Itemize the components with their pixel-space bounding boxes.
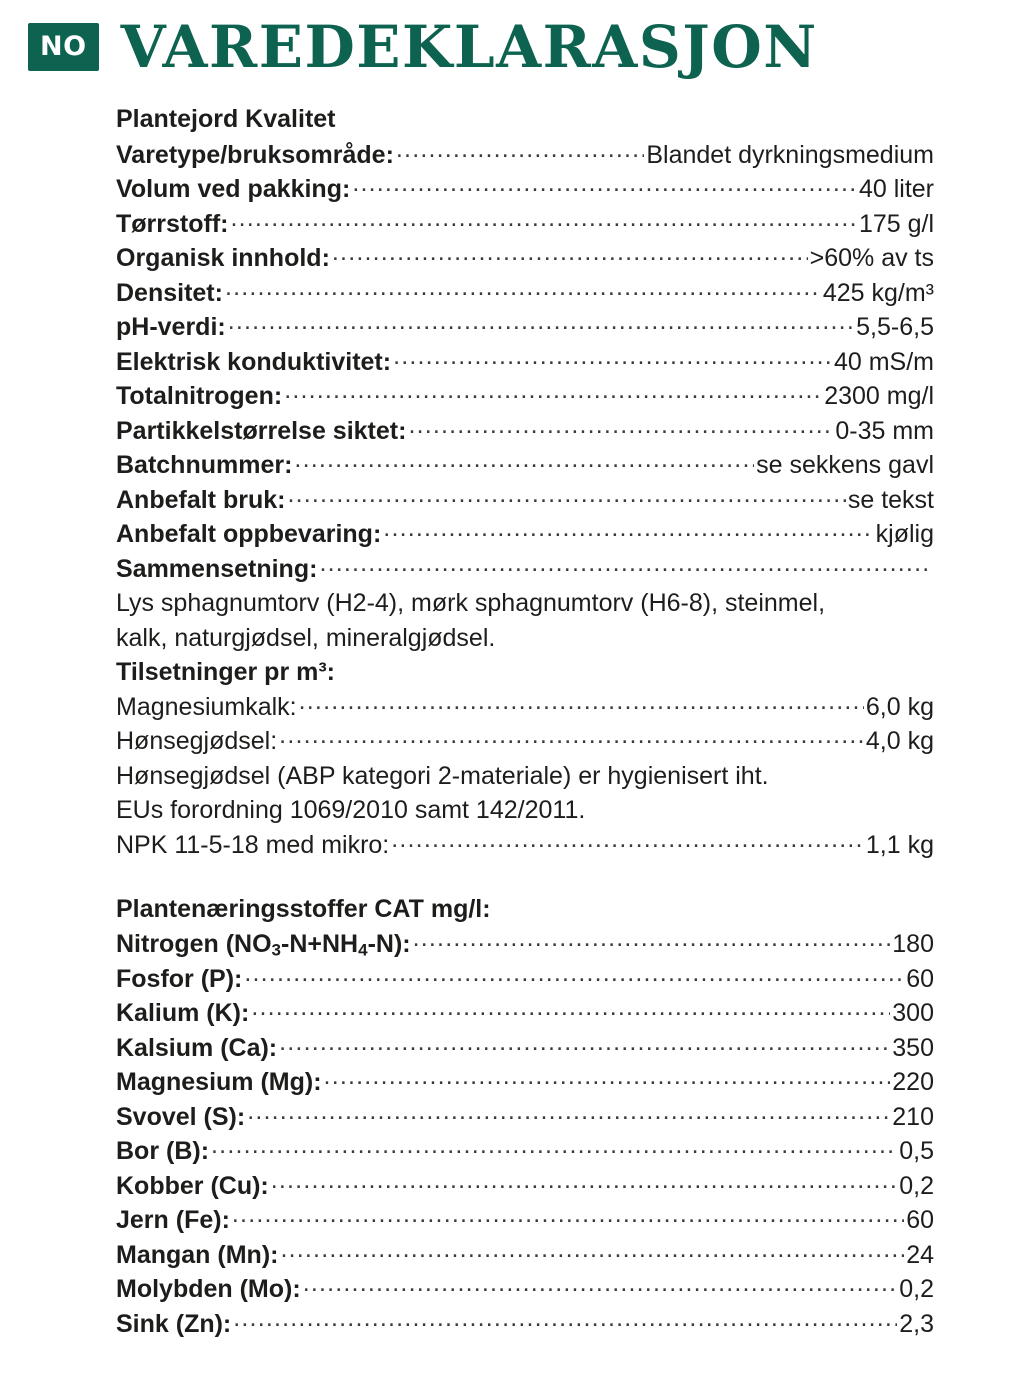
composition-line-1: Lys sphagnumtorv (H2-4), mørk sphagnumtorv (H6-8), steinmel, [116,589,826,617]
leader-dots [232,1203,904,1228]
leader-dots [287,483,845,508]
nutrient-label: Fosfor (P): [116,964,243,993]
nutrient-label: Bor (B): [116,1137,210,1166]
nutrient-row-sink [116,1307,934,1342]
nutrient-value: 0,2 [899,1275,934,1304]
spec-value: 175 g/l [858,209,934,238]
spec-label: Varetype/bruksområde: [116,140,394,169]
leader-dots [393,345,832,370]
nutrient-row-kobber [116,1169,934,1204]
nutrient-value: 60 [906,1206,934,1235]
spec-row-organisk-innhold [116,241,934,276]
spec-label: Organisk innhold: [116,244,330,272]
nutrient-value: 300 [892,999,934,1028]
leader-dots [332,241,808,266]
nutrient-row-magnesium [116,1065,934,1100]
additive-row-npk [116,828,934,863]
spec-row-anbefalt-oppbevaring [116,517,934,552]
leader-dots [244,962,904,987]
spec-row-densitet [116,276,934,311]
additives-note-line-2: EUs forordning 1069/2010 samt 142/2011. [116,796,586,824]
leader-dots [303,1272,898,1297]
nutrient-label: Jern (Fe): [116,1206,230,1235]
leader-dots [284,379,822,404]
nutrient-value: 350 [892,1033,934,1062]
spec-value: >60% av ts [809,244,934,272]
spec-row-sammensetning [116,552,934,587]
spec-value: 2300 mg/l [824,382,934,410]
additive-label: NPK 11-5-18 med mikro: [116,830,390,859]
leader-dots [352,172,857,197]
additive-row-magnesiumkalk [116,690,934,725]
additives-note-line-1: Hønsegjødsel (ABP kategori 2-materiale) er hygienisert iht. [116,761,769,790]
spec-label: pH-verdi: [116,313,226,341]
nutrient-value: 0,2 [899,1171,934,1200]
spec-value: 40 mS/m [833,347,934,376]
leader-dots [247,1100,890,1125]
nutrient-value: 210 [892,1102,934,1131]
leader-dots [294,448,754,473]
spec-row-partikkelstorrelse [116,414,934,449]
spec-label: Anbefalt oppbevaring: [116,520,382,548]
leader-dots [279,724,864,749]
leader-dots [383,517,873,542]
nutrient-row-svovel [116,1100,934,1135]
leader-dots [396,138,644,163]
nutrient-label: Molybden (Mo): [116,1275,301,1304]
additive-value: 6,0 kg [865,692,934,721]
spec-value: Blandet dyrkningsmedium [646,140,934,169]
leader-dots [408,414,833,439]
nutrient-row-mangan [116,1238,934,1273]
nutrient-label: Kalium (K): [116,999,250,1028]
spec-row-torrstoff [116,207,934,242]
leader-dots [225,276,821,301]
spec-value: se tekst [847,485,934,514]
nutrient-label: Kalsium (Ca): [116,1033,278,1062]
leader-dots [233,1307,897,1332]
spec-row-totalnitrogen [116,379,934,414]
spec-label: Sammensetning: [116,554,318,583]
leader-dots [280,1238,904,1263]
spec-value: 40 liter [858,175,934,203]
nutrient-row-molybden [116,1272,934,1307]
nutrient-label: Magnesium (Mg): [116,1068,322,1097]
nutrient-value: 2,3 [899,1309,934,1338]
spec-row-anbefalt-bruk [116,483,934,518]
leader-dots [271,1169,897,1194]
spec-value: se sekkens gavl [756,451,934,479]
spec-value: 425 kg/m³ [822,278,934,307]
product-name: Plantejord Kvalitet [116,105,336,133]
spec-row-elektrisk-konduktivitet [116,345,934,380]
leader-dots [230,207,856,232]
composition-line-2: kalk, naturgjødsel, mineralgjødsel. [116,623,496,652]
nutrient-row-nitrogen [116,927,934,962]
leader-dots [319,552,932,577]
spec-label: Volum ved pakking: [116,175,351,203]
spec-value: kjølig [875,520,934,548]
leader-dots [413,927,891,952]
nutrient-label: Kobber (Cu): [116,1171,269,1200]
declaration-content [28,102,964,1341]
leader-dots [279,1031,890,1056]
nutrient-row-fosfor [116,962,934,997]
spec-row-varetype [116,138,934,173]
nutrient-label: Mangan (Mn): [116,1240,279,1269]
additives-heading: Tilsetninger pr m³: [116,658,336,686]
spec-label: Partikkelstørrelse siktet: [116,416,407,445]
nutrient-value: 180 [892,929,934,958]
additive-row-honsegjodsel [116,724,934,759]
nutrient-row-kalium [116,996,934,1031]
nutrient-value: 24 [906,1240,934,1269]
nutrient-label: Sink (Zn): [116,1309,232,1338]
spec-label: Tørrstoff: [116,209,229,238]
nutrient-value: 60 [906,964,934,993]
nutrient-row-jern [116,1203,934,1238]
spec-label: Densitet: [116,278,223,307]
spec-label: Anbefalt bruk: [116,485,286,514]
spec-value: 5,5-6,5 [856,313,934,341]
spec-label: Batchnummer: [116,451,293,479]
spec-value: 0-35 mm [835,416,934,445]
additive-value: 1,1 kg [865,830,934,859]
leader-dots [391,828,864,853]
language-badge: NO [28,23,99,71]
document-header [28,13,964,81]
nutrient-value: 0,5 [899,1137,934,1166]
leader-dots [211,1134,897,1159]
leader-dots [228,310,854,335]
additive-label: Hønsegjødsel: [116,727,278,755]
nutrients-heading: Plantenæringsstoffer CAT mg/l: [116,895,491,923]
nutrient-label: Nitrogen $(NO_3-N+NH_4-N)$: [116,929,411,960]
page-title: VAREDEKLARASJON [120,13,818,81]
spec-row-batchnummer [116,448,934,483]
nutrient-row-kalsium [116,1031,934,1066]
nutrient-row-bor [116,1134,934,1169]
leader-dots [324,1065,891,1090]
additive-value: 4,0 kg [865,727,934,755]
spec-label: Totalnitrogen: [116,382,283,410]
spec-row-ph-verdi [116,310,934,345]
additive-label: Magnesiumkalk: [116,692,297,721]
nutrient-label: Svovel (S): [116,1102,246,1131]
section-spacer [116,862,934,892]
spec-row-volum [116,172,934,207]
spec-label: Elektrisk konduktivitet: [116,347,392,376]
nutrient-value: 220 [892,1068,934,1097]
leader-dots [299,690,864,715]
leader-dots [251,996,890,1021]
